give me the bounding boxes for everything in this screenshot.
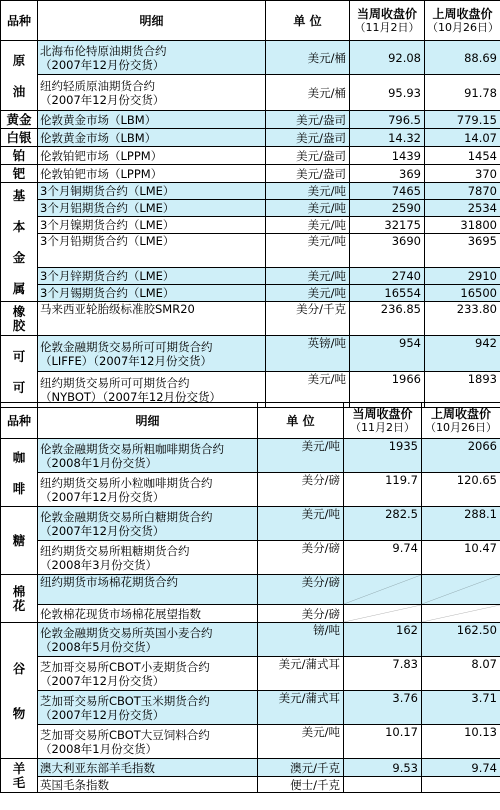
table-row (1, 657, 500, 691)
row-this-week-price: 1935 (344, 439, 422, 473)
table-row (1, 759, 500, 777)
row-unit: 英镑/吨 (266, 336, 350, 372)
category-char: 金 (12, 250, 26, 265)
category-char: 胶 (12, 317, 26, 333)
row-unit: 美元/吨 (266, 285, 350, 302)
empty-price-cell (422, 605, 500, 623)
row-last-week-price: 120.65 (422, 473, 500, 507)
row-last-week-price: 10.47 (422, 541, 500, 575)
description-line: （2008年1月份交货） (40, 741, 158, 756)
header-category: 品种 (1, 403, 38, 439)
category-char: 基 (12, 188, 26, 203)
description-line: 纽约期货交易所可可期货合约 (40, 375, 190, 390)
row-last-week-price: 288.1 (422, 507, 500, 541)
description-line: 北海布伦特原油期货合约 (40, 43, 167, 58)
category-wool (1, 759, 38, 793)
table-row (1, 541, 500, 575)
description-line: （2008年5月份交货） (40, 639, 158, 654)
table-row (1, 111, 500, 129)
category-sugar: 糖 (1, 507, 38, 575)
row-last-week-price: 779.15 (425, 111, 500, 129)
diagonal-slash-icon (344, 605, 421, 622)
category-rubber (1, 302, 38, 336)
category-char: 咖 (12, 449, 26, 465)
empty-price-cell (344, 605, 422, 623)
description-line: 伦敦金融期货交易所可可期货合约 (40, 339, 213, 354)
row-description: 纽约期货市场棉花期货合约 (38, 575, 258, 605)
row-unit: 便士/千克 (258, 777, 344, 793)
table-row (1, 285, 500, 302)
description-line: 伦敦金融期货交易所白糖期货合约 (40, 509, 213, 524)
table-row (1, 623, 500, 657)
row-last-week-price: 162.50 (422, 623, 500, 657)
table-header-row (1, 403, 500, 439)
row-unit: 美元/蒲式耳 (258, 657, 344, 691)
category-coffee (1, 439, 38, 507)
row-this-week-price: 2590 (350, 200, 425, 217)
header-unit: 单 位 (258, 403, 344, 439)
table-row (1, 725, 500, 759)
row-last-week-price: 370 (425, 165, 500, 183)
table-row (1, 234, 500, 268)
row-unit: 美元/桶 (266, 41, 350, 75)
row-description: 马来西亚轮胎级标准胶SMR20 (38, 302, 266, 336)
row-last-week-price: 1893 (425, 372, 500, 408)
row-last-week-price: 16500 (425, 285, 500, 302)
category-char: 属 (12, 281, 26, 296)
header-this-week-date: （11月2日） (350, 420, 415, 434)
row-unit: 美分/磅 (258, 575, 344, 605)
table-row (1, 691, 500, 725)
table-row (1, 268, 500, 285)
table-row (1, 507, 500, 541)
row-this-week-price: 14.32 (350, 129, 425, 147)
row-this-week-price: 10.17 (344, 725, 422, 759)
category-char: 羊 (12, 760, 26, 776)
description-line: 纽约轻质原油期货合约 (40, 78, 155, 93)
table-row (1, 605, 500, 623)
description-line: （2008年1月份交货） (40, 455, 158, 470)
row-this-week-price: 9.74 (344, 541, 422, 575)
table-row (1, 41, 500, 75)
description-line: 芝加哥交易所CBOT大豆饲料合约 (40, 727, 210, 742)
table-row (1, 183, 500, 200)
row-this-week-price: 32175 (350, 217, 425, 234)
row-last-week-price: 942 (425, 336, 500, 372)
table-row (1, 165, 500, 183)
table-row (1, 129, 500, 147)
row-last-week-price: 31800 (425, 217, 500, 234)
row-description: 伦敦棉花现货市场棉花展望指数 (38, 605, 258, 623)
row-description: 伦敦铂钯市场（LPPM） (38, 165, 266, 183)
category-silver: 白银 (1, 129, 38, 147)
header-this-week (350, 1, 425, 41)
description-line: （2007年12月份交货） (40, 489, 165, 504)
row-unit: 美分/千克 (266, 302, 350, 336)
header-last-week (422, 403, 500, 439)
description-line: 芝加哥交易所CBOT小麦期货合约 (40, 659, 210, 674)
row-last-week-price: 7870 (425, 183, 500, 200)
row-this-week-price: 95.93 (350, 75, 425, 111)
commodity-table-2 (0, 402, 500, 793)
category-cotton (1, 575, 38, 623)
description-line: （2007年12月份交货） (40, 707, 165, 722)
row-description (38, 691, 258, 725)
row-unit: 美元/吨 (266, 234, 350, 268)
row-unit: 美分/磅 (258, 473, 344, 507)
row-unit: 澳元/千克 (258, 759, 344, 777)
row-last-week-price: 91.78 (425, 75, 500, 111)
row-last-week-price: 2534 (425, 200, 500, 217)
header-last-week (425, 1, 500, 41)
row-description (38, 623, 258, 657)
category-char: 可 (12, 348, 26, 364)
row-description: 3个月锡期货合约（LME） (38, 285, 266, 302)
row-unit: 美元/盎司 (266, 165, 350, 183)
row-description (38, 336, 266, 372)
row-description: 3个月铅期货合约（LME） (38, 234, 266, 268)
row-this-week-price: 369 (350, 165, 425, 183)
row-last-week-price: 233.80 (425, 302, 500, 336)
row-unit: 美元/吨 (258, 507, 344, 541)
description-line: 纽约期货交易所小粒咖啡期货合约 (40, 475, 213, 490)
row-unit: 美元/吨 (266, 372, 350, 408)
row-description: 3个月铜期货合约（LME） (38, 183, 266, 200)
row-description: 澳大利亚东部羊毛指数 (38, 759, 258, 777)
row-unit: 美元/吨 (266, 200, 350, 217)
row-description (38, 41, 266, 75)
category-gold: 黄金 (1, 111, 38, 129)
description-line: 纽约期货交易所粗糖期货合约 (40, 543, 190, 558)
diagonal-slash-icon (422, 575, 500, 604)
row-description: 伦敦黄金市场（LBM） (38, 129, 266, 147)
header-detail: 明细 (38, 403, 258, 439)
table-row (1, 200, 500, 217)
row-unit: 美元/盎司 (266, 147, 350, 165)
row-this-week-price: 3690 (350, 234, 425, 268)
row-this-week-price: 1439 (350, 147, 425, 165)
row-description (38, 657, 258, 691)
header-this-week (344, 403, 422, 439)
row-last-week-price: 2066 (422, 439, 500, 473)
row-this-week-price: 1966 (350, 372, 425, 408)
category-char: 油 (12, 83, 26, 99)
row-this-week-price: 282.5 (344, 507, 422, 541)
row-unit: 美元/吨 (266, 183, 350, 200)
row-last-week-price: 3.71 (422, 691, 500, 725)
header-last-week-label: 上周收盘价 (430, 406, 491, 421)
row-last-week-price: 8.07 (422, 657, 500, 691)
row-unit: 美元/桶 (266, 75, 350, 111)
category-char: 棉 (12, 583, 26, 599)
row-unit: 美分/磅 (258, 541, 344, 575)
category-cocoa (1, 336, 38, 408)
row-description: 3个月铝期货合约（LME） (38, 200, 266, 217)
diagonal-slash-icon (422, 605, 500, 622)
row-unit: 美元/吨 (258, 725, 344, 759)
row-this-week-price (344, 777, 422, 793)
description-line: 伦敦金融期货交易所粗咖啡期货合约 (40, 441, 224, 456)
header-category: 品种 (1, 1, 38, 41)
description-line: （2007年12月份交货） (40, 57, 165, 72)
row-this-week-price: 7.83 (344, 657, 422, 691)
row-this-week-price: 954 (350, 336, 425, 372)
row-description (38, 75, 266, 111)
row-unit: 美元/盎司 (266, 129, 350, 147)
category-base-metals (1, 183, 38, 302)
category-char: 啡 (12, 480, 26, 496)
row-description (38, 473, 258, 507)
row-this-week-price: 3.76 (344, 691, 422, 725)
category-palladium: 钯 (1, 165, 38, 183)
row-description (38, 725, 258, 759)
table-row (1, 217, 500, 234)
row-unit: 美元/盎司 (266, 111, 350, 129)
row-last-week-price (422, 777, 500, 793)
table-row (1, 473, 500, 507)
row-this-week-price: 162 (344, 623, 422, 657)
table-row (1, 336, 500, 372)
row-this-week-price: 7465 (350, 183, 425, 200)
row-last-week-price: 3695 (425, 234, 500, 268)
header-this-week-label: 当周收盘价 (356, 6, 417, 21)
row-last-week-price: 2910 (425, 268, 500, 285)
diagonal-slash-icon (344, 575, 421, 604)
row-this-week-price: 796.5 (350, 111, 425, 129)
header-this-week-date: （11月2日） (354, 20, 420, 34)
row-description: 3个月镍期货合约（LME） (38, 217, 266, 234)
table-row (1, 777, 500, 793)
empty-price-cell (344, 575, 422, 605)
row-description: 英国毛条指数 (38, 777, 258, 793)
row-this-week-price: 2740 (350, 268, 425, 285)
description-line: （NYBOT）（2007年12月份交货） (40, 389, 222, 404)
row-unit: 美元/吨 (266, 217, 350, 234)
header-detail: 明细 (38, 1, 266, 41)
row-last-week-price: 1454 (425, 147, 500, 165)
category-char: 物 (12, 705, 26, 721)
row-this-week-price: 9.53 (344, 759, 422, 777)
category-platinum: 铂 (1, 147, 38, 165)
header-last-week-label: 上周收盘价 (432, 6, 493, 21)
description-line: 伦敦金融期货交易所英国小麦合约 (40, 625, 213, 640)
row-unit: 镑/吨 (258, 623, 344, 657)
table-row (1, 147, 500, 165)
table-row (1, 302, 500, 336)
row-description (38, 439, 258, 473)
row-description (38, 507, 258, 541)
category-char: 毛 (12, 774, 26, 790)
row-unit: 美分/磅 (258, 605, 344, 623)
description-line: （2007年12月份交货） (40, 92, 165, 107)
category-char: 可 (12, 379, 26, 395)
table-row (1, 575, 500, 605)
category-char: 谷 (12, 660, 26, 676)
row-unit: 美元/吨 (258, 439, 344, 473)
row-last-week-price: 14.07 (425, 129, 500, 147)
row-this-week-price: 119.7 (344, 473, 422, 507)
row-this-week-price: 92.08 (350, 41, 425, 75)
description-line: （2007年12月份交货） (40, 523, 165, 538)
category-grain (1, 623, 38, 759)
header-last-week-date: （10月26日） (425, 420, 497, 434)
row-unit: 美元/吨 (266, 268, 350, 285)
row-description: 伦敦黄金市场（LBM） (38, 111, 266, 129)
header-unit: 单 位 (266, 1, 350, 41)
header-this-week-label: 当周收盘价 (352, 406, 413, 421)
row-unit: 美元/蒲式耳 (258, 691, 344, 725)
table-header-row (1, 1, 500, 41)
row-last-week-price: 9.74 (422, 759, 500, 777)
row-this-week-price: 236.85 (350, 302, 425, 336)
row-last-week-price: 88.69 (425, 41, 500, 75)
row-this-week-price: 16554 (350, 285, 425, 302)
row-description (38, 541, 258, 575)
description-line: （2007年12月份交货） (40, 673, 165, 688)
category-char: 橡 (12, 303, 26, 319)
category-char: 花 (12, 597, 26, 613)
row-last-week-price: 10.13 (422, 725, 500, 759)
category-crude-oil (1, 41, 38, 111)
header-last-week-date: （10月26日） (427, 20, 499, 34)
row-description: 伦敦铂钯市场（LPPM） (38, 147, 266, 165)
table-row (1, 439, 500, 473)
description-line: 芝加哥交易所CBOT玉米期货合约 (40, 693, 210, 708)
category-char: 本 (12, 219, 26, 234)
empty-price-cell (422, 575, 500, 605)
description-line: （2008年3月份交货） (40, 557, 158, 572)
description-line: （LIFFE）（2007年12月份交货） (40, 353, 212, 368)
category-char: 原 (12, 52, 26, 68)
table-row (1, 75, 500, 111)
row-description: 3个月锌期货合约（LME） (38, 268, 266, 285)
